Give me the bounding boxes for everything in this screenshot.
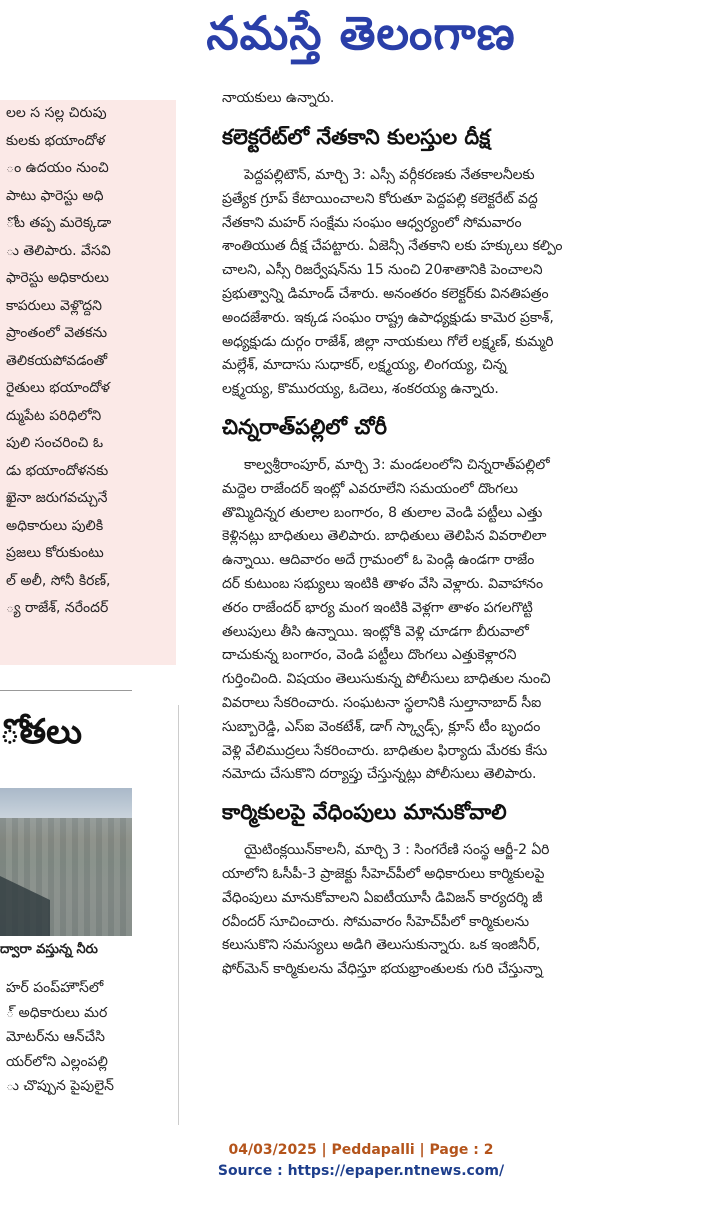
article-text-line: కాల్వశ్రీరాంపూర్, మార్చి 3: మండలంలోని చిన్నరాత్‌పల్లిలో: [244, 456, 550, 473]
text-line: ప్రాంతంలో వెతకను: [6, 325, 108, 341]
text-line: ఖైనా జరుగవచ్చునే: [6, 490, 108, 506]
photo-caption: ద్వారా వస్తున్న నీరు: [0, 942, 98, 957]
text-line: ఫారెస్టు అధికారులు: [6, 270, 109, 286]
article-text-line: వేధింపులు మానుకోవాలని ఏఐటీయూసీ డివిజన్ కార్యదర్శి జీ: [222, 889, 543, 906]
text-line: ద్ముపేట పరిధిలోని: [6, 407, 102, 424]
text-line: ోట తప్ప మరెక్కడా: [6, 215, 112, 231]
article-text-line: వివరాలు సేకరించారు. సంఘటనా స్థలానికి సుల్తానాబాద్ సీఐ: [222, 694, 542, 711]
article-headline: కార్మికులపై వేధింపులు మానుకోవాలి: [222, 800, 507, 825]
previous-article-fragment: నాయకులు ఉన్నారు.: [222, 90, 335, 106]
article-text-line: కెళ్లినట్లు బాధితులు తెలిపారు. బాధితులు తెలిపిన వివరాలిలా: [222, 528, 547, 545]
footer: [0, 1140, 722, 1182]
article-text-line: పెద్దపల్లిటౌన్, మార్చి 3: ఎస్సీ వర్గీకరణకు నేతకాలనీలకు: [244, 167, 535, 183]
article-headline: కలెక్టరేట్‌లో నేతకాని కులస్తుల దీక్ష: [222, 125, 491, 149]
article: [222, 410, 662, 787]
edition-info: 04/03/2025 | Peddapalli | Page : 2: [228, 1142, 494, 1158]
text-line: కాపరులు వెళ్లొద్దని: [6, 297, 102, 314]
article-text-line: దాచుకున్న బంగారం, వెండి పట్టీలు దొంగలు ఎత్తుకెళ్లారని: [222, 647, 517, 664]
article-text-line: ఫోర్‌మెన్ కార్మికులను వేధిస్తూ భయభ్రాంతులకు గురి చేస్తున్నా: [222, 961, 543, 978]
source-link[interactable]: Source : https://epaper.ntnews.com/: [217, 1163, 505, 1179]
masthead: [0, 0, 722, 78]
article-headline: చిన్నరాత్‌పల్లిలో చోరీ: [222, 414, 387, 439]
article-text-line: యైటింక్లయిన్‌కాలనీ, మార్చి 3 : సింగరేణి సంస్థ ఆర్జీ-2 ఏరి: [244, 842, 550, 859]
text-line: తెలికయపోవడంతో: [6, 352, 108, 369]
article-text-line: తొమ్మిదిన్నర తులాల బంగారం, 8 తులాల వెండి పట్టీలు ఎత్తు: [222, 504, 543, 521]
text-line: డు భయాందోళనకు: [6, 462, 109, 479]
article: [222, 120, 662, 402]
canal-photo: [0, 788, 132, 936]
article-text-line: నమోదు చేసుకొని దర్యాప్తు చేస్తున్నట్లు పోలీసులు తెలిపారు.: [222, 766, 537, 783]
article-text-line: మద్దెల రాజేందర్ ఇంట్లో ఎవరూలేని సమయంలో దొంగలు: [222, 480, 518, 497]
article-text-line: యాలోని ఓసీపీ-3 ప్రాజెక్టు సీహెచ్‌పీలో అధికారులు కార్మికులపై: [222, 865, 545, 882]
left-article-bottom: [0, 976, 176, 1099]
article-text-line: వెళ్లి వేలిముద్రలు సేకరించారు. బాధితుల ఫిర్యాదు మేరకు కేసు: [222, 742, 548, 759]
text-line: పాటు ఫారెస్టు అధి: [6, 187, 104, 204]
article: [222, 795, 662, 982]
article-text-line: రవీందర్ సూచించారు. సోమవారం సీహెచ్‌పీలో కార్మికులను: [222, 913, 529, 930]
text-line: లల స సల్ల చిరుపు: [6, 105, 107, 121]
article-text-line: లక్ష్మయ్య, కొమురయ్య, ఓదెలు, శంకరయ్య ఉన్నారు.: [222, 381, 499, 398]
article-text-line: తలుపులు తీసి ఉన్నాయి. ఇంట్లోకి వెళ్లి చూడగా బీరువాలో: [222, 623, 529, 640]
text-line: కులకు భయాందోళ: [6, 132, 106, 149]
article-text-line: మల్లేశ్, మాదాసు సుధాకర్, లక్ష్మయ్య, లింగయ్య, చిన్న: [222, 357, 507, 374]
article-text-line: కలుసుకొని సమస్యలు అడిగి తెలుసుకున్నారు. ఒక ఇంజినీర్,: [222, 937, 541, 954]
text-line: ు చొప్పున పైపులైన్: [6, 1078, 114, 1094]
text-line: మోటర్‌ను ఆన్‌చేసి: [6, 1029, 106, 1045]
text-line: ం ఉదయం నుంచి: [6, 160, 109, 176]
text-line: ్ అధికారులు మర: [6, 1004, 108, 1021]
text-line: ్య రాజేశ్, నరేందర్: [6, 600, 109, 616]
text-line: ల్ అలీ, సోనీ కిరణ్,: [6, 572, 111, 589]
text-line: యర్‌లోని ఎల్లంపల్లి: [6, 1053, 108, 1070]
article-text-line: ఉన్నాయి. ఆదివారం అదే గ్రామంలో ఓ పెండ్లి ఉండగా రాజేం: [222, 552, 535, 569]
text-line: హర్ పంప్‌హౌస్‌లో: [6, 980, 104, 996]
text-line: రైతులు భయాందోళ: [6, 380, 110, 396]
article-text-line: గుర్తించింది. విషయం తెలుసుకున్న పోలీసులు బాధితుల నుంచి: [222, 671, 551, 688]
article-text-line: శాంతియుత దీక్ష చేపట్టారు. ఏజెన్సీ నేతకాని లకు హక్కులు కల్పిం: [222, 238, 563, 255]
text-line: అధికారులు పులికి: [6, 517, 104, 534]
left-article-top: [0, 100, 176, 665]
article-text-line: తరం రాజేందర్ భార్య మంగ ఇంటికి వెళ్లగా తాళం పగలగొట్టి: [222, 599, 533, 616]
text-line: ప్రజలు కోరుకుంటు: [6, 545, 104, 561]
article-text-line: దర్ కుటుంబ సభ్యులు ఇంటికి తాళం వేసి వెళ్లారు. వివాహానం: [222, 575, 543, 592]
article-text-line: ప్రభుత్వాన్ని డిమాండ్ చేశారు. అనంతరం కలెక్టర్‌కు వినతిపత్రం: [222, 285, 549, 302]
newspaper-title: నమస్తే తెలంగాణ: [206, 6, 516, 60]
article-text-line: సుబ్బారెడ్డి, ఎస్ఐ వెంకటేశ్, డాగ్ స్క్వాడ్స్, క్లూస్ టీం బృందం: [222, 718, 541, 735]
article-text-line: చాలని, ఎస్సీ రిజర్వేషన్‌ను 15 నుంచి 20శాతానికి పెంచాలని: [222, 262, 543, 279]
article-text-line: ప్రత్యేక గ్రూప్ కేటాయించాలని కోరుతూ పెద్దపల్లి కలెక్టరేట్ వద్ద: [222, 190, 538, 207]
article-text-line: అందజేశారు. ఇక్కడ సంఘం రాష్ట్ర ఉపాధ్యక్షుడు కామెర ప్రకాశ్,: [222, 309, 554, 326]
text-line: ు తెలిపారు. వేసవి: [6, 242, 111, 259]
left-headline: ోతలు: [0, 712, 82, 752]
article-text-line: అధ్యక్షుడు దుర్గం రాజేశ్, జిల్లా నాయకులు గోలే లక్ష్మణ్, కుమ్మరి: [222, 333, 554, 350]
text-line: పులి సంచరించి ఓ: [6, 435, 104, 451]
article-text-line: నేతకాని మహర్ సంక్షేమ సంఘం ఆధ్వర్యంలో సోమవారం: [222, 214, 522, 231]
column-divider: [178, 705, 179, 1125]
main-column: [222, 88, 662, 982]
divider: [0, 690, 132, 691]
